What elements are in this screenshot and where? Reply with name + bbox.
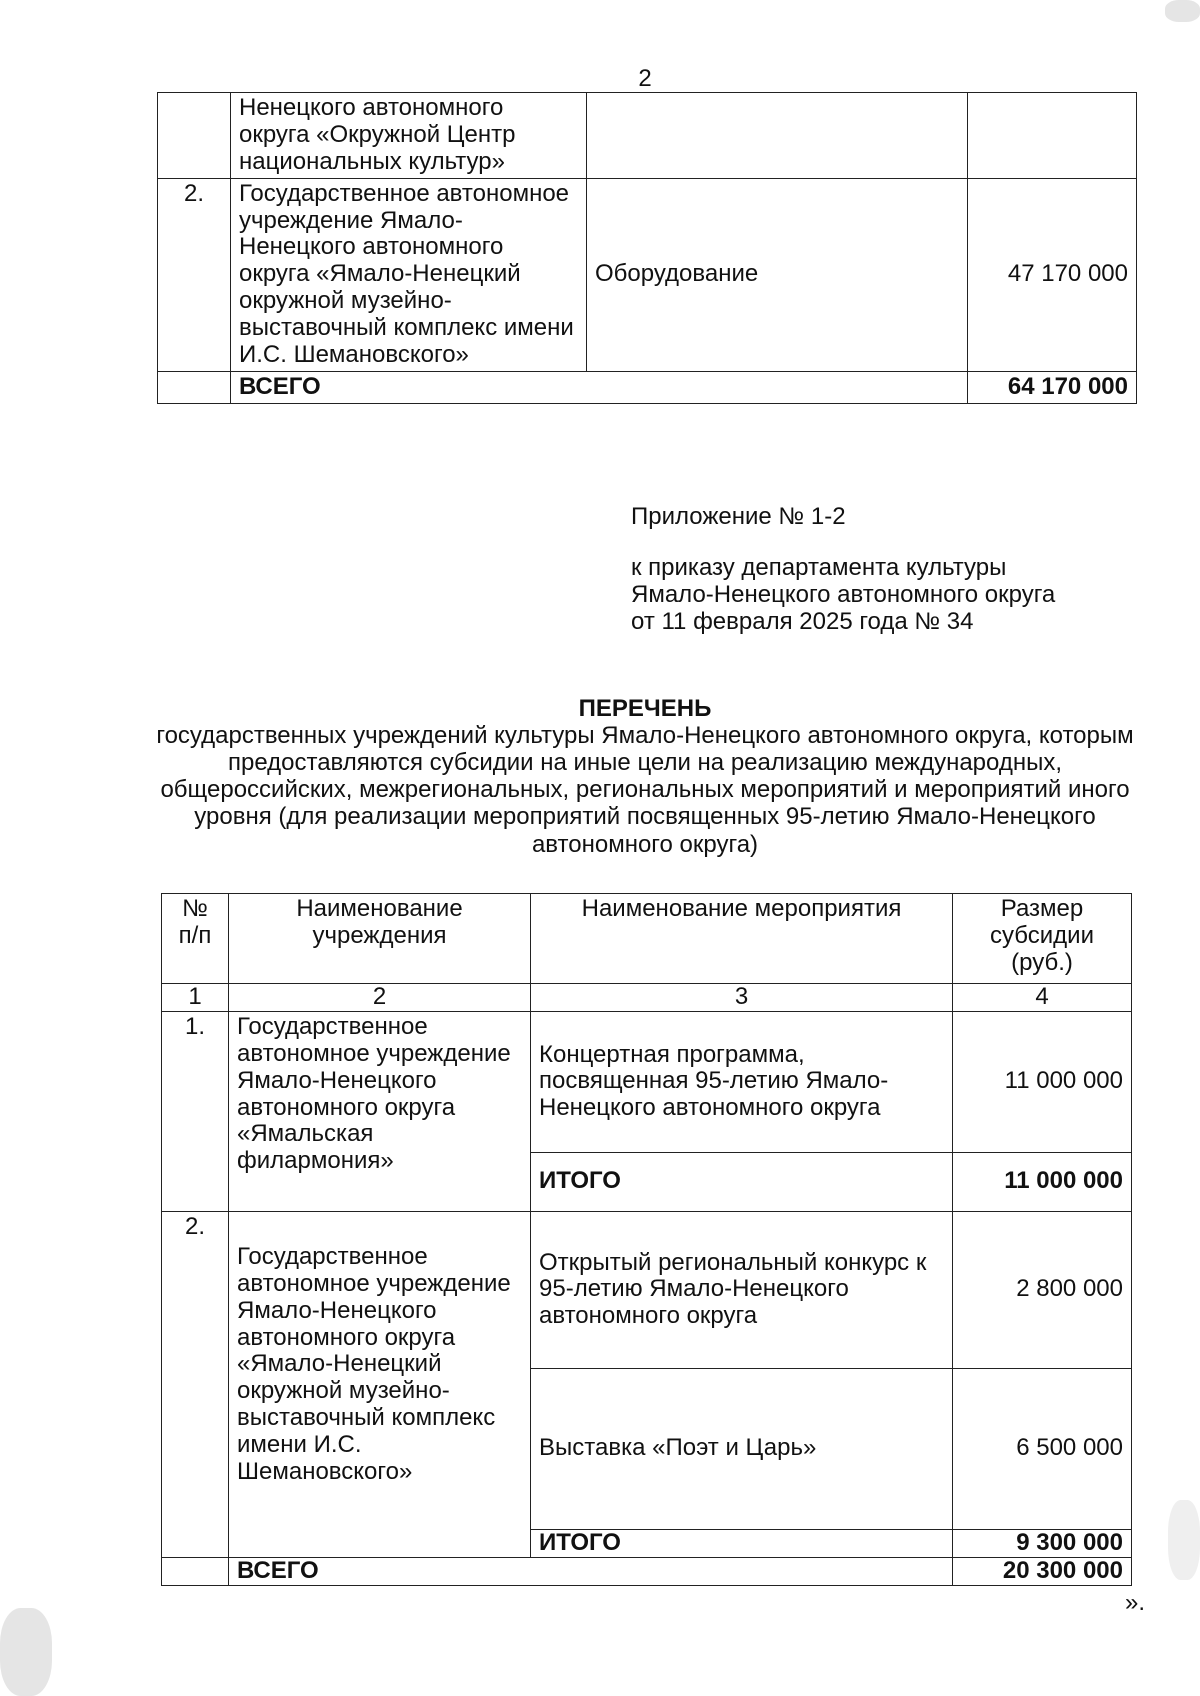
event-name: Открытый региональный конкурс к 95-летию Ямало-Ненецкого автономного округа xyxy=(531,1211,953,1368)
subtotal-amount: 11 000 000 xyxy=(953,1152,1132,1211)
row-number xyxy=(158,93,231,179)
table-row xyxy=(158,178,1137,371)
total-row xyxy=(158,371,1137,403)
list-title xyxy=(150,695,1140,858)
table-row xyxy=(158,93,1137,179)
empty-cell xyxy=(162,1557,229,1585)
list-description: государственных учреждений культуры Ямало-Ненецкого автономного округа, которым предоставляются субсидии на иные цели на реализацию международных, общероссийских, межрегиональных, региональных мероприятий и мероприятий иного уровня (для реализации мероприятий посвященных 95-летию Ямало-Ненецкого автономного округа) xyxy=(156,722,1134,858)
header-row xyxy=(162,894,1132,984)
column-number: 2 xyxy=(229,984,531,1012)
table-row xyxy=(162,1011,1132,1152)
closing-quote: ». xyxy=(1125,1589,1146,1616)
column-number: 1 xyxy=(162,984,229,1012)
total-amount: 64 170 000 xyxy=(968,371,1137,403)
scan-artifact xyxy=(1165,0,1200,22)
row-number: 2. xyxy=(162,1211,229,1557)
item-name xyxy=(587,93,968,179)
amount xyxy=(968,93,1137,179)
institution-name: Государственное автономное учреждение Ямало-Ненецкого автономного округа «Ямальская филармония» xyxy=(229,1011,531,1211)
total-label: ВСЕГО xyxy=(231,371,968,403)
event-amount: 11 000 000 xyxy=(953,1011,1132,1152)
event-amount: 6 500 000 xyxy=(953,1368,1132,1529)
subtotal-label: ИТОГО xyxy=(531,1529,953,1557)
item-name: Оборудование xyxy=(587,178,968,371)
total-label: ВСЕГО xyxy=(229,1557,953,1585)
event-name: Концертная программа, посвященная 95-летию Ямало-Ненецкого автономного округа xyxy=(531,1011,953,1152)
appendix-title: Приложение № 1-2 xyxy=(631,503,846,530)
continued-subsidy-table xyxy=(157,92,1137,404)
empty-cell xyxy=(158,371,231,403)
row-number: 2. xyxy=(158,178,231,371)
institution-name: Государственное автономное учреждение Ямало-Ненецкого автономного округа «Ямало-Ненецкий окружной музейно-выставочный комплекс имени И.С. Шемановского» xyxy=(231,178,587,371)
column-number-row xyxy=(162,984,1132,1012)
table-row xyxy=(162,1211,1132,1368)
institution-name: Государственное автономное учреждение Ямало-Ненецкого автономного округа «Ямало-Ненецкий окружной музейно-выставочный комплекс имени И.С. Шемановского» xyxy=(229,1211,531,1557)
event-name: Выставка «Поэт и Царь» xyxy=(531,1368,953,1529)
row-number: 1. xyxy=(162,1011,229,1211)
total-amount: 20 300 000 xyxy=(953,1557,1132,1585)
total-row xyxy=(162,1557,1132,1585)
column-number: 4 xyxy=(953,984,1132,1012)
subsidy-table xyxy=(161,893,1132,1586)
header-number: № п/п xyxy=(162,894,229,984)
appendix-block xyxy=(631,503,1055,635)
scan-artifact xyxy=(1168,1500,1200,1580)
column-number: 3 xyxy=(531,984,953,1012)
scan-artifact xyxy=(0,1608,52,1696)
page-number: 2 xyxy=(638,65,652,92)
header-institution: Наименование учреждения xyxy=(229,894,531,984)
subtotal-label: ИТОГО xyxy=(531,1152,953,1211)
event-amount: 2 800 000 xyxy=(953,1211,1132,1368)
appendix-line: к приказу департамента культуры xyxy=(631,554,1007,582)
subtotal-amount: 9 300 000 xyxy=(953,1529,1132,1557)
appendix-line: Ямало-Ненецкого автономного округа xyxy=(631,581,1056,609)
header-event: Наименование мероприятия xyxy=(531,894,953,984)
amount: 47 170 000 xyxy=(968,178,1137,371)
header-amount: Размер субсидии (руб.) xyxy=(953,894,1132,984)
institution-name: Ненецкого автономного округа «Окружной Центр национальных культур» xyxy=(231,93,587,179)
list-heading: ПЕРЕЧЕНЬ xyxy=(578,695,712,722)
appendix-line: от 11 февраля 2025 года № 34 xyxy=(631,608,974,636)
